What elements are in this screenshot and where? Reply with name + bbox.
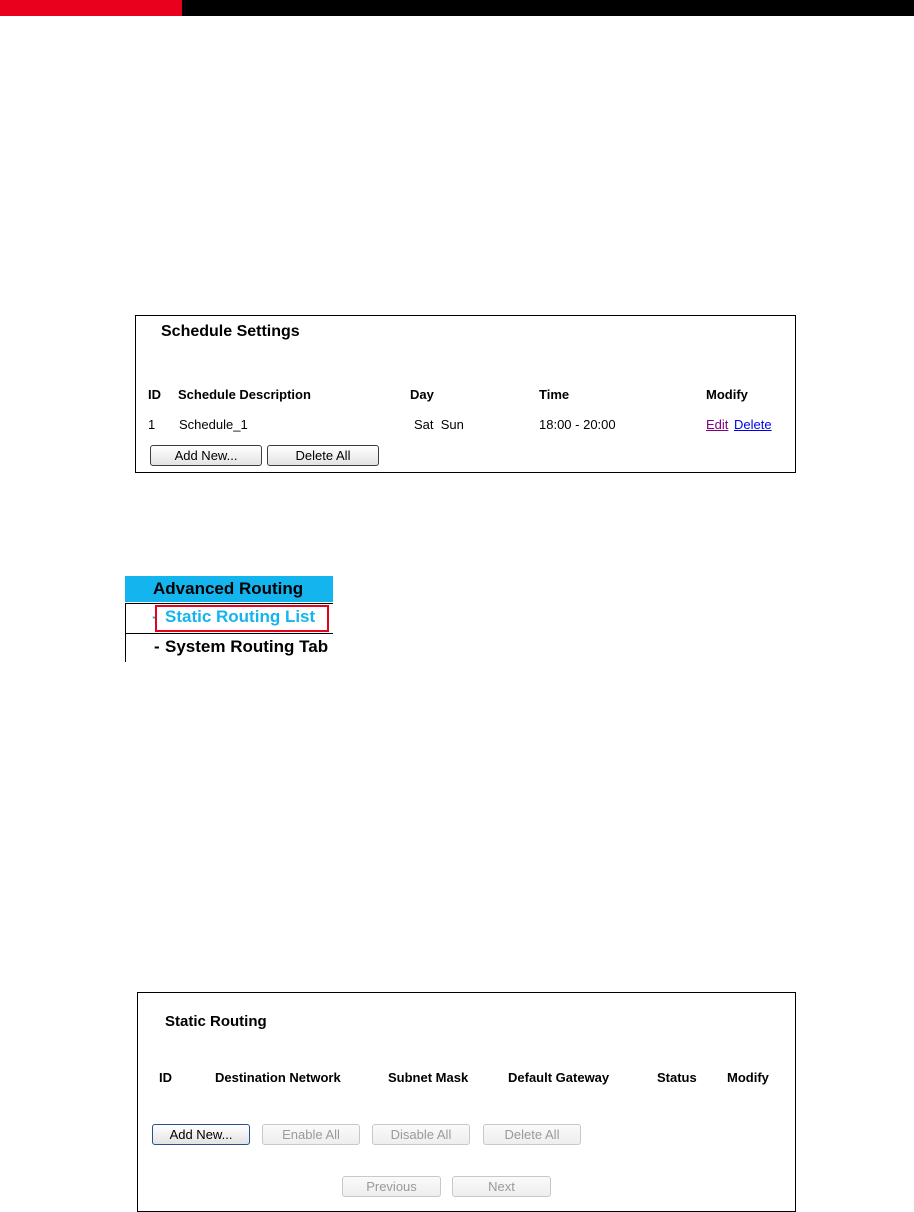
column-header-id: ID — [159, 1070, 172, 1085]
column-header-description: Schedule Description — [178, 387, 311, 402]
menu-item-dash: - — [154, 637, 160, 656]
menu-header[interactable]: Advanced Routing — [125, 576, 333, 602]
column-header-destination-network: Destination Network — [215, 1070, 341, 1085]
delete-all-button[interactable]: Delete All — [267, 445, 379, 466]
column-header-day: Day — [410, 387, 434, 402]
column-header-modify: Modify — [727, 1070, 769, 1085]
row-time: 18:00 - 20:00 — [539, 417, 616, 432]
highlight-box — [155, 605, 329, 632]
edit-link[interactable]: Edit — [706, 417, 729, 432]
disable-all-button[interactable]: Disable All — [372, 1124, 470, 1145]
row-description: Schedule_1 — [179, 417, 248, 432]
menu-item-static-routing-list[interactable] — [125, 603, 333, 633]
column-header-id: ID — [148, 387, 161, 402]
menu-item-system-routing-table[interactable] — [125, 633, 333, 662]
previous-button[interactable]: Previous — [342, 1176, 441, 1197]
delete-link[interactable]: Delete — [734, 417, 772, 432]
enable-all-button[interactable]: Enable All — [262, 1124, 360, 1145]
column-header-default-gateway: Default Gateway — [508, 1070, 610, 1085]
schedule-settings-panel — [135, 315, 796, 473]
add-new-button[interactable]: Add New... — [150, 445, 262, 466]
column-header-time: Time — [539, 387, 570, 402]
menu-item-label: Static Routing List — [165, 607, 316, 626]
panel-title: Static Routing — [165, 1013, 267, 1030]
menu-item-label: System Routing Tab — [165, 637, 329, 656]
menu-item-dash: - — [152, 607, 158, 626]
row-id: 1 — [148, 417, 156, 432]
header-red-accent — [0, 0, 182, 16]
document-header-bar — [0, 0, 914, 16]
column-header-status: Status — [657, 1070, 697, 1085]
column-header-subnet-mask: Subnet Mask — [388, 1070, 469, 1085]
add-new-button[interactable]: Add New... — [152, 1124, 250, 1145]
row-day: Sat Sun — [414, 417, 464, 432]
panel-title: Schedule Settings — [161, 323, 300, 340]
delete-all-button[interactable]: Delete All — [483, 1124, 581, 1145]
static-routing-panel — [137, 992, 796, 1212]
advanced-routing-menu — [125, 576, 333, 662]
column-header-modify: Modify — [706, 387, 748, 402]
next-button[interactable]: Next — [452, 1176, 551, 1197]
